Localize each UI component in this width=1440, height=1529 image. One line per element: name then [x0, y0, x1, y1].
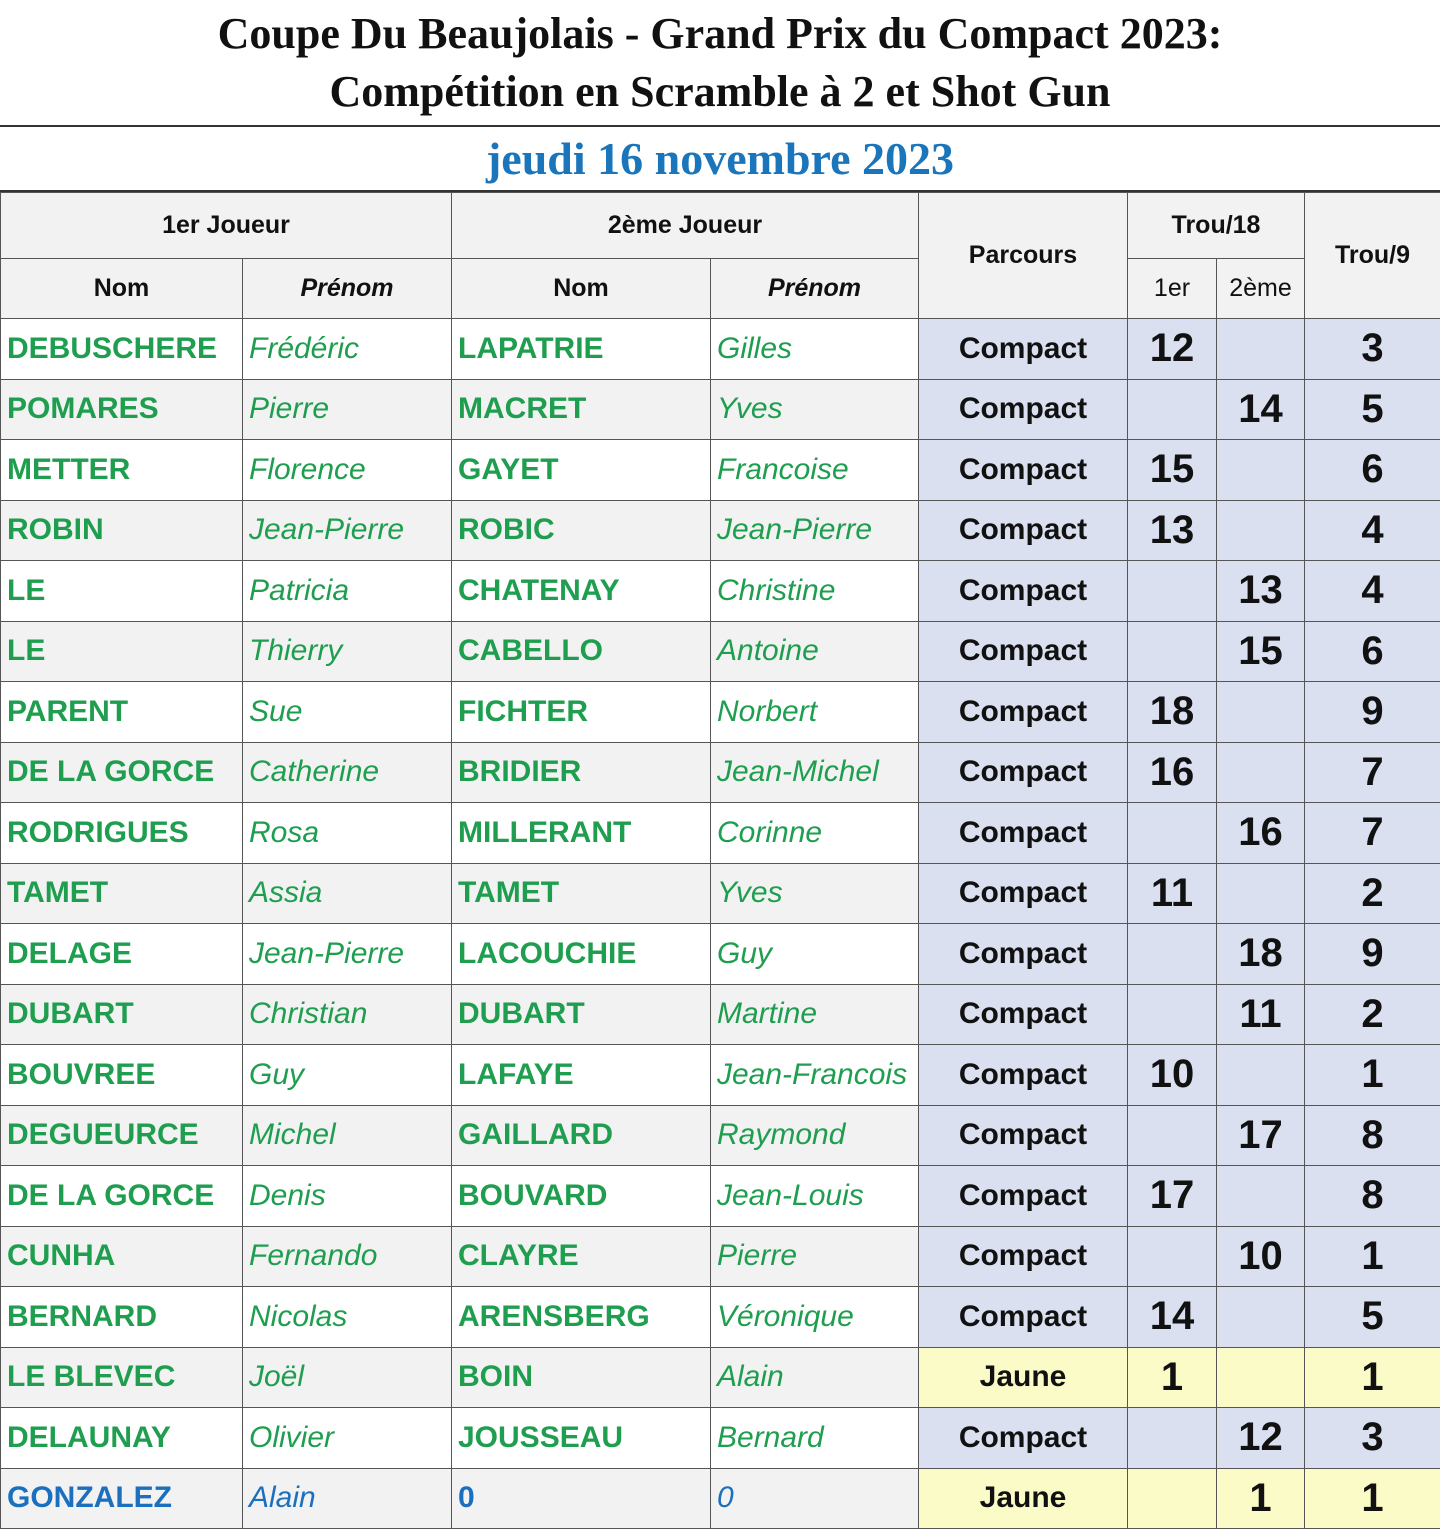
parcours-cell: Compact [919, 863, 1128, 924]
parcours-cell: Compact [919, 803, 1128, 864]
trou9-cell: 6 [1305, 440, 1440, 501]
player2-nom-cell: BRIDIER [452, 742, 711, 803]
table-row [1, 803, 1440, 864]
trou18-first-cell: 1 [1128, 1347, 1217, 1408]
header-player1: 1er Joueur [1, 193, 452, 259]
player2-prenom-cell: Alain [711, 1347, 919, 1408]
player1-prenom-cell: Assia [243, 863, 452, 924]
trou9-cell: 3 [1305, 319, 1440, 380]
player1-nom-cell: POMARES [1, 379, 243, 440]
table-row [1, 924, 1440, 985]
player1-nom-cell: DUBART [1, 984, 243, 1045]
table-row [1, 621, 1440, 682]
player1-nom-cell: DELAUNAY [1, 1408, 243, 1469]
player1-prenom-cell: Catherine [243, 742, 452, 803]
player1-prenom-cell: Fernando [243, 1226, 452, 1287]
table-row [1, 561, 1440, 622]
trou18-first-cell: 11 [1128, 863, 1217, 924]
table-row [1, 742, 1440, 803]
player2-prenom-cell: Martine [711, 984, 919, 1045]
player1-nom-cell: BOUVREE [1, 1045, 243, 1106]
trou9-cell: 4 [1305, 561, 1440, 622]
player2-prenom-cell: Véronique [711, 1287, 919, 1348]
trou18-first-cell [1128, 1105, 1217, 1166]
player2-nom-cell: BOIN [452, 1347, 711, 1408]
player1-nom-cell: TAMET [1, 863, 243, 924]
parcours-cell: Compact [919, 1226, 1128, 1287]
trou18-second-cell: 17 [1217, 1105, 1305, 1166]
player1-nom-cell: DE LA GORCE [1, 1166, 243, 1227]
title-block [0, 0, 1440, 127]
parcours-cell: Compact [919, 1408, 1128, 1469]
player2-prenom-cell: Christine [711, 561, 919, 622]
table-row [1, 1408, 1440, 1469]
header-player2: 2ème Joueur [452, 193, 919, 259]
trou9-cell: 6 [1305, 621, 1440, 682]
player1-nom-cell: BERNARD [1, 1287, 243, 1348]
trou18-second-cell: 16 [1217, 803, 1305, 864]
trou9-cell: 8 [1305, 1166, 1440, 1227]
player1-nom-cell: LE [1, 561, 243, 622]
player1-prenom-cell: Denis [243, 1166, 452, 1227]
player2-nom-cell: MILLERANT [452, 803, 711, 864]
player2-prenom-cell: Jean-Louis [711, 1166, 919, 1227]
table-header [1, 193, 1440, 319]
player1-prenom-cell: Olivier [243, 1408, 452, 1469]
header-trou9: Trou/9 [1305, 193, 1440, 319]
trou9-cell: 2 [1305, 863, 1440, 924]
table-row [1, 319, 1440, 380]
player2-prenom-cell: Antoine [711, 621, 919, 682]
player1-nom-cell: DE LA GORCE [1, 742, 243, 803]
parcours-cell: Jaune [919, 1468, 1128, 1529]
player1-nom-cell: PARENT [1, 682, 243, 743]
player1-prenom-cell: Frédéric [243, 319, 452, 380]
trou9-cell: 9 [1305, 924, 1440, 985]
header-trou18-first: 1er [1128, 259, 1217, 319]
trou18-second-cell: 10 [1217, 1226, 1305, 1287]
trou18-second-cell: 18 [1217, 924, 1305, 985]
table-row [1, 1287, 1440, 1348]
player1-prenom-cell: Rosa [243, 803, 452, 864]
parcours-cell: Compact [919, 561, 1128, 622]
header-trou18-second: 2ème [1217, 259, 1305, 319]
trou18-second-cell: 11 [1217, 984, 1305, 1045]
trou9-cell: 1 [1305, 1045, 1440, 1106]
table-row [1, 1105, 1440, 1166]
table-row [1, 863, 1440, 924]
parcours-cell: Compact [919, 1287, 1128, 1348]
trou18-first-cell: 17 [1128, 1166, 1217, 1227]
trou18-first-cell: 12 [1128, 319, 1217, 380]
player1-nom-cell: DEBUSCHERE [1, 319, 243, 380]
player1-prenom-cell: Christian [243, 984, 452, 1045]
player1-prenom-cell: Nicolas [243, 1287, 452, 1348]
trou9-cell: 7 [1305, 803, 1440, 864]
player2-prenom-cell: Yves [711, 379, 919, 440]
player1-nom-cell: DEGUEURCE [1, 1105, 243, 1166]
parcours-cell: Compact [919, 984, 1128, 1045]
player2-nom-cell: 0 [452, 1468, 711, 1529]
player2-prenom-cell: 0 [711, 1468, 919, 1529]
player1-nom-cell: RODRIGUES [1, 803, 243, 864]
header-trou18: Trou/18 [1128, 193, 1305, 259]
player2-nom-cell: LAFAYE [452, 1045, 711, 1106]
trou18-first-cell [1128, 1226, 1217, 1287]
trou18-second-cell [1217, 1045, 1305, 1106]
trou18-first-cell: 13 [1128, 500, 1217, 561]
player2-nom-cell: CLAYRE [452, 1226, 711, 1287]
trou18-second-cell: 13 [1217, 561, 1305, 622]
player1-prenom-cell: Jean-Pierre [243, 924, 452, 985]
player1-nom-cell: ROBIN [1, 500, 243, 561]
parcours-cell: Compact [919, 319, 1128, 380]
player1-prenom-cell: Joël [243, 1347, 452, 1408]
trou18-first-cell: 18 [1128, 682, 1217, 743]
table-row [1, 984, 1440, 1045]
trou18-second-cell [1217, 863, 1305, 924]
player2-nom-cell: LACOUCHIE [452, 924, 711, 985]
parcours-cell: Compact [919, 1166, 1128, 1227]
player1-prenom-cell: Michel [243, 1105, 452, 1166]
table-row [1, 1347, 1440, 1408]
player2-nom-cell: JOUSSEAU [452, 1408, 711, 1469]
trou18-first-cell [1128, 621, 1217, 682]
trou18-second-cell: 1 [1217, 1468, 1305, 1529]
trou18-first-cell [1128, 803, 1217, 864]
competition-date: jeudi 16 novembre 2023 [486, 132, 954, 185]
trou18-second-cell [1217, 1287, 1305, 1348]
player1-prenom-cell: Alain [243, 1468, 452, 1529]
table-row [1, 440, 1440, 501]
player1-prenom-cell: Sue [243, 682, 452, 743]
player2-nom-cell: BOUVARD [452, 1166, 711, 1227]
player2-nom-cell: LAPATRIE [452, 319, 711, 380]
trou18-first-cell [1128, 924, 1217, 985]
trou18-second-cell [1217, 500, 1305, 561]
trou18-first-cell: 10 [1128, 1045, 1217, 1106]
trou18-first-cell: 14 [1128, 1287, 1217, 1348]
title-line-2: Compétition en Scramble à 2 et Shot Gun [330, 63, 1111, 121]
trou18-second-cell [1217, 1166, 1305, 1227]
trou18-first-cell [1128, 561, 1217, 622]
parcours-cell: Compact [919, 924, 1128, 985]
trou18-second-cell: 12 [1217, 1408, 1305, 1469]
trou18-second-cell: 14 [1217, 379, 1305, 440]
table-row [1, 682, 1440, 743]
table-row [1, 1468, 1440, 1529]
table-row [1, 1045, 1440, 1106]
header-prenom2: Prénom [711, 259, 919, 319]
pairings-table [0, 192, 1440, 1529]
trou18-second-cell [1217, 440, 1305, 501]
trou18-second-cell [1217, 742, 1305, 803]
trou18-first-cell: 15 [1128, 440, 1217, 501]
player2-nom-cell: ARENSBERG [452, 1287, 711, 1348]
trou18-second-cell: 15 [1217, 621, 1305, 682]
player2-nom-cell: DUBART [452, 984, 711, 1045]
player1-nom-cell: GONZALEZ [1, 1468, 243, 1529]
parcours-cell: Jaune [919, 1347, 1128, 1408]
title-line-1: Coupe Du Beaujolais - Grand Prix du Compact 2023: [218, 5, 1223, 63]
parcours-cell: Compact [919, 1045, 1128, 1106]
header-nom1: Nom [1, 259, 243, 319]
parcours-cell: Compact [919, 621, 1128, 682]
trou18-second-cell [1217, 682, 1305, 743]
trou18-first-cell [1128, 379, 1217, 440]
trou9-cell: 2 [1305, 984, 1440, 1045]
trou18-first-cell [1128, 1408, 1217, 1469]
player2-nom-cell: TAMET [452, 863, 711, 924]
player1-nom-cell: LE [1, 621, 243, 682]
player1-prenom-cell: Patricia [243, 561, 452, 622]
date-row [0, 127, 1440, 192]
player1-prenom-cell: Guy [243, 1045, 452, 1106]
player2-prenom-cell: Jean-Francois [711, 1045, 919, 1106]
trou18-second-cell [1217, 319, 1305, 380]
player2-prenom-cell: Norbert [711, 682, 919, 743]
player1-prenom-cell: Thierry [243, 621, 452, 682]
player2-prenom-cell: Yves [711, 863, 919, 924]
trou18-second-cell [1217, 1347, 1305, 1408]
trou18-first-cell [1128, 1468, 1217, 1529]
trou9-cell: 5 [1305, 1287, 1440, 1348]
player2-prenom-cell: Jean-Pierre [711, 500, 919, 561]
table-body [1, 319, 1440, 1529]
trou9-cell: 9 [1305, 682, 1440, 743]
player1-nom-cell: DELAGE [1, 924, 243, 985]
player1-prenom-cell: Pierre [243, 379, 452, 440]
player1-prenom-cell: Florence [243, 440, 452, 501]
trou18-first-cell [1128, 984, 1217, 1045]
table-row [1, 379, 1440, 440]
player2-prenom-cell: Gilles [711, 319, 919, 380]
header-parcours: Parcours [919, 193, 1128, 319]
trou9-cell: 5 [1305, 379, 1440, 440]
player1-nom-cell: METTER [1, 440, 243, 501]
player2-nom-cell: MACRET [452, 379, 711, 440]
trou9-cell: 1 [1305, 1347, 1440, 1408]
parcours-cell: Compact [919, 440, 1128, 501]
player2-nom-cell: GAYET [452, 440, 711, 501]
parcours-cell: Compact [919, 379, 1128, 440]
player2-nom-cell: FICHTER [452, 682, 711, 743]
parcours-cell: Compact [919, 500, 1128, 561]
player1-nom-cell: CUNHA [1, 1226, 243, 1287]
table-row [1, 500, 1440, 561]
parcours-cell: Compact [919, 682, 1128, 743]
player2-prenom-cell: Guy [711, 924, 919, 985]
player2-nom-cell: CABELLO [452, 621, 711, 682]
player2-prenom-cell: Corinne [711, 803, 919, 864]
parcours-cell: Compact [919, 1105, 1128, 1166]
header-nom2: Nom [452, 259, 711, 319]
player2-nom-cell: GAILLARD [452, 1105, 711, 1166]
table-row [1, 1166, 1440, 1227]
trou9-cell: 4 [1305, 500, 1440, 561]
player2-prenom-cell: Pierre [711, 1226, 919, 1287]
header-prenom1: Prénom [243, 259, 452, 319]
player2-prenom-cell: Raymond [711, 1105, 919, 1166]
parcours-cell: Compact [919, 742, 1128, 803]
table-row [1, 1226, 1440, 1287]
trou9-cell: 8 [1305, 1105, 1440, 1166]
player2-nom-cell: CHATENAY [452, 561, 711, 622]
player2-prenom-cell: Francoise [711, 440, 919, 501]
trou9-cell: 1 [1305, 1226, 1440, 1287]
player2-prenom-cell: Bernard [711, 1408, 919, 1469]
player1-nom-cell: LE BLEVEC [1, 1347, 243, 1408]
trou18-first-cell: 16 [1128, 742, 1217, 803]
player1-prenom-cell: Jean-Pierre [243, 500, 452, 561]
trou9-cell: 1 [1305, 1468, 1440, 1529]
player2-nom-cell: ROBIC [452, 500, 711, 561]
trou9-cell: 7 [1305, 742, 1440, 803]
player2-prenom-cell: Jean-Michel [711, 742, 919, 803]
trou9-cell: 3 [1305, 1408, 1440, 1469]
